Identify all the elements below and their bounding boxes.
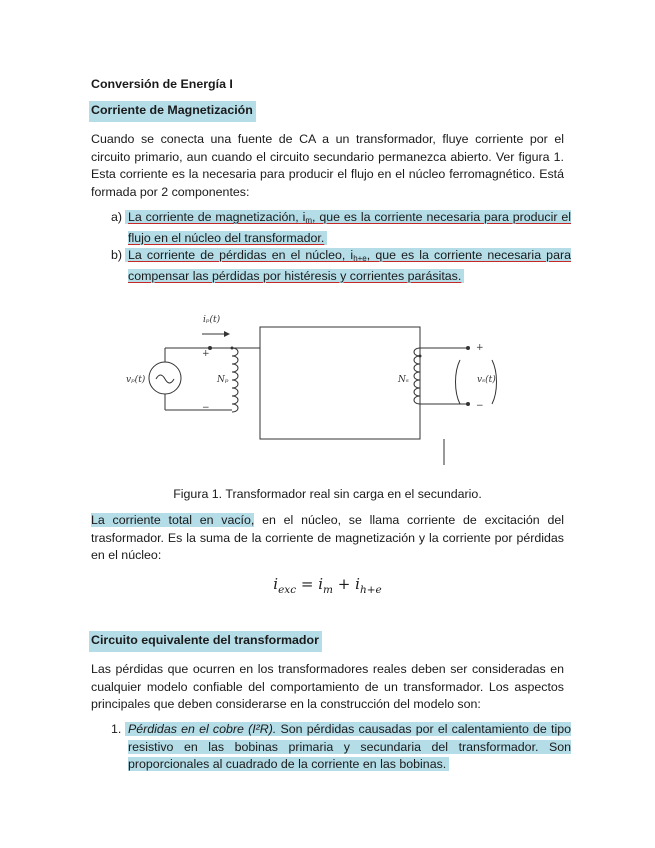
section-heading-magnetization: Corriente de Magnetización [89, 101, 256, 122]
ac-source-icon [149, 362, 181, 394]
label-vs: vₛ(t) [477, 375, 496, 385]
list-item [91, 721, 571, 774]
label-ns: Nₛ [398, 375, 409, 385]
list-marker: a) [111, 210, 123, 224]
components-list [91, 209, 571, 285]
paragraph-intro: Cuando se conecta una fuente de CA a un transformador, fluye corriente por el circuito primario, aun cuando el circuito secundario permanezca abierto. Ver figura 1. Esta corriente es la necesaria para producir el flujo en el núcleo ferromagnético. Está formada por 2 componentes: [91, 132, 564, 199]
plus-sign: + [476, 343, 484, 353]
paragraph-excitation: La corriente total en vacío, en el núcleo, se llama corriente de excitación del trasformador. Es la suma de la corriente de magnetización y la corriente por pérdidas en el núcleo: [91, 513, 564, 562]
list-item [91, 209, 571, 247]
list-item [91, 247, 571, 285]
figure-caption: Figura 1. Transformador real sin carga en el secundario. [173, 487, 482, 501]
label-ip: iₚ(t) [203, 315, 221, 325]
plus-sign: + [202, 349, 210, 359]
paragraph-losses: Las pérdidas que ocurren en los transformadores reales deben ser consideradas en cualquier modelo confiable del comportamiento de un transformador. Los aspectos principales que deben considerarse en la construcción del modelo son: [91, 662, 564, 711]
list-marker: 1. [111, 722, 122, 736]
aspects-list [91, 721, 571, 774]
list-item-text: Pérdidas en el cobre (I²R). Son pérdidas causadas por el calentamiento de tipo resistivo en las bobinas primaria y secundaria del transformador. Son proporcionales al cuadrado de la corriente en las bobinas. [125, 722, 571, 771]
list-item-text: La corriente de pérdidas en el núcleo, $i_{h+e}$, que es la corriente necesaria para compensar las pérdidas por histéresis y corrientes parásitas. [125, 248, 571, 283]
primary-coil-icon [232, 348, 238, 412]
equation-excitation-current: $i_{exc} = i_m + i_{h+e}$ [273, 575, 382, 596]
document-title: Conversión de Energía I [91, 77, 233, 91]
section-heading-equivalent-circuit: Circuito equivalente del transformador [89, 631, 322, 652]
minus-sign: − [476, 401, 484, 411]
label-vp: vₚ(t) [126, 375, 146, 385]
highlighted-phrase: La corriente total en vacío, [91, 513, 255, 527]
list-item-text: La corriente de magnetización, $i_m$, que es la corriente necesaria para producir el flujo en el núcleo del transformador. [125, 210, 571, 245]
core-outer [260, 327, 420, 439]
label-np: Nₚ [217, 375, 229, 385]
list-marker: b) [111, 248, 123, 262]
transformer-diagram [120, 300, 520, 480]
minus-sign: − [202, 403, 210, 413]
